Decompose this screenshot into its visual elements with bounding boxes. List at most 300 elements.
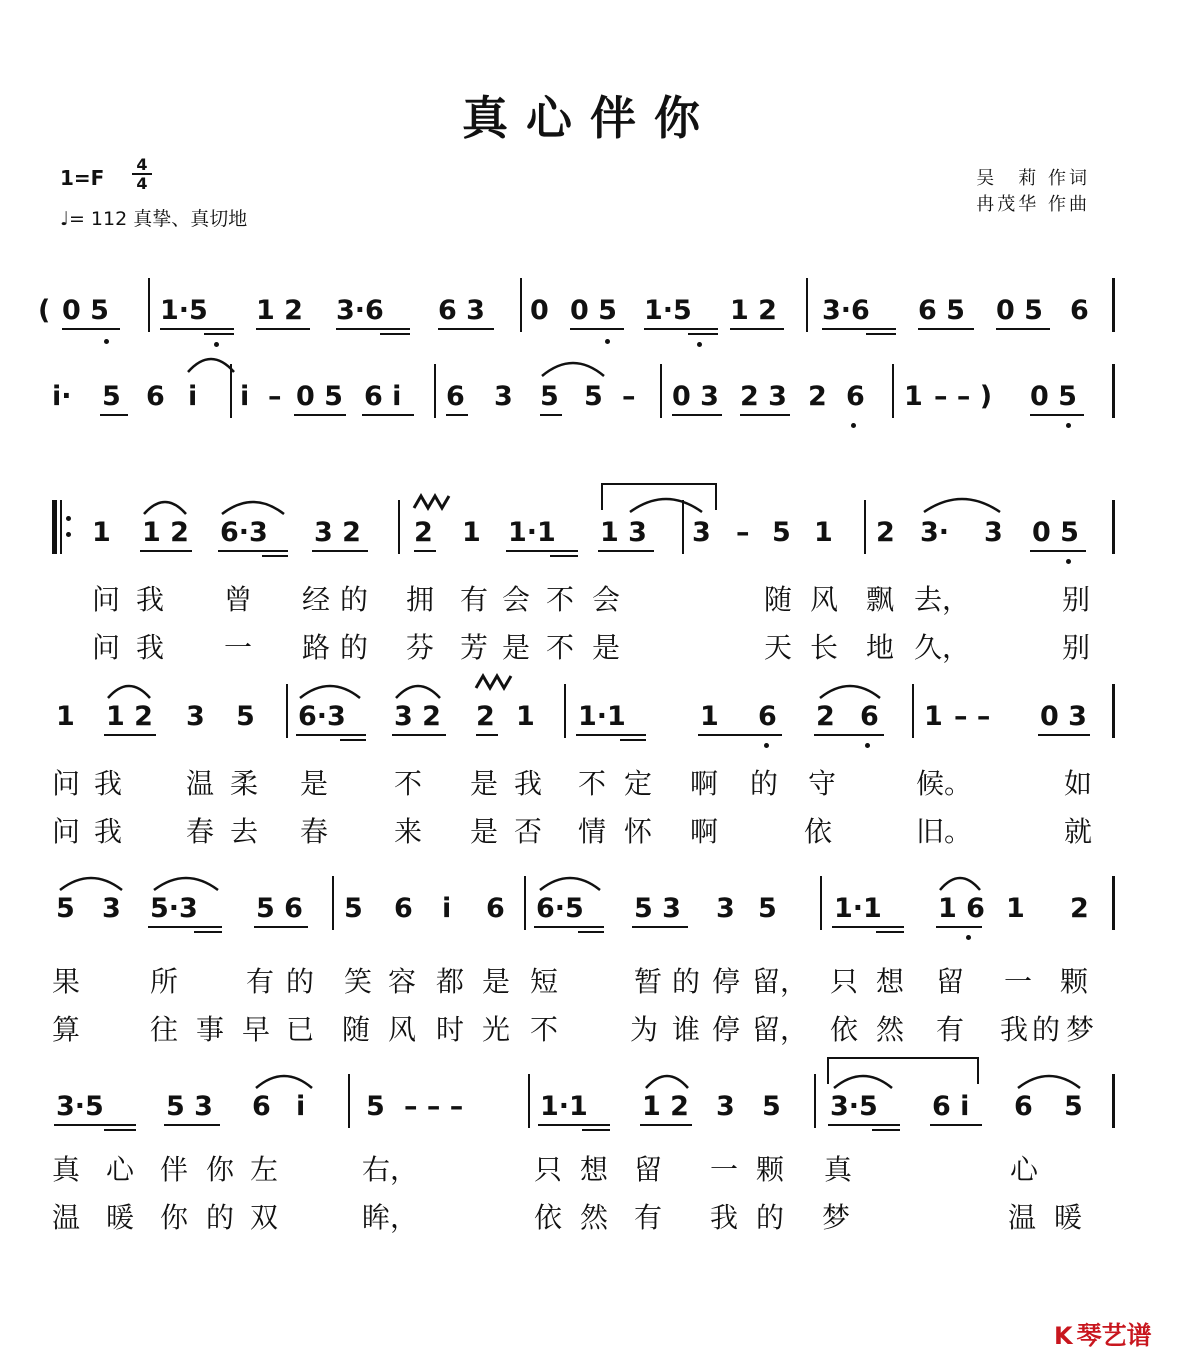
barline [528, 1074, 530, 1128]
logo-mark-icon: K [1054, 1322, 1073, 1350]
lyric-char: 问 [92, 583, 121, 616]
lyric-char: 依 [804, 815, 833, 848]
beam [578, 931, 604, 933]
lyric-char: 去 [230, 815, 259, 848]
beam [1030, 414, 1084, 416]
lyrics-verse-1 [0, 1148, 1180, 1186]
note: 1 [92, 517, 111, 548]
octave-dot [605, 339, 610, 344]
note: 5 [366, 1091, 385, 1122]
lyric-char: 的 [1032, 1013, 1061, 1046]
lyric-char: 右， [362, 1153, 419, 1186]
lyric-char: 左 [250, 1153, 279, 1186]
lyric-char: 我 [710, 1201, 739, 1234]
lyric-char: 曾 [224, 583, 253, 616]
beam [620, 739, 646, 741]
note: i [442, 893, 452, 924]
beam [918, 328, 974, 330]
beam [100, 414, 128, 416]
beam [672, 414, 722, 416]
beam [336, 328, 410, 330]
beam [414, 550, 436, 552]
lyric-char: 眸， [362, 1201, 419, 1234]
slur [938, 870, 982, 892]
barline [864, 500, 866, 554]
slur [142, 494, 188, 516]
lyric-char: 会 [502, 583, 531, 616]
note: 0 5 [1030, 381, 1077, 412]
beam [362, 414, 414, 416]
lyric-char: 去， [914, 583, 971, 616]
beam [644, 328, 718, 330]
note: 3·6 [336, 295, 384, 326]
lyric-char: 如 [1064, 767, 1093, 800]
lyric-char: 我 [136, 631, 165, 664]
lyric-char: 路 [302, 631, 331, 664]
lyrics-verse-2 [0, 626, 1180, 664]
note: 3·5 [56, 1091, 104, 1122]
note: 3 [186, 701, 205, 732]
barline [660, 364, 662, 418]
beam [872, 1129, 900, 1131]
lyric-char: 留， [752, 965, 809, 998]
octave-dot [1066, 559, 1071, 564]
lyric-char: 伴 [160, 1153, 189, 1186]
note: 5 [236, 701, 255, 732]
lyric-char: 是 [300, 767, 329, 800]
barline [1112, 1074, 1115, 1128]
beam [204, 333, 234, 335]
beam [294, 414, 346, 416]
note: – – [954, 701, 991, 732]
lyrics-verse-2 [0, 810, 1180, 848]
beam [506, 550, 578, 552]
beam [296, 734, 366, 736]
note: 6 i [932, 1091, 970, 1122]
note: 2 [414, 517, 433, 548]
beam [140, 550, 192, 552]
tie [628, 492, 704, 514]
lyric-char: 短 [530, 965, 559, 998]
barline [1112, 684, 1115, 738]
note: 5 [584, 381, 603, 412]
note: 1 [700, 701, 719, 732]
notation-line-1 [0, 278, 1180, 338]
octave-dot [865, 743, 870, 748]
note: 1·1 [540, 1091, 588, 1122]
note: 6 i [364, 381, 402, 412]
barline [892, 364, 894, 418]
lyric-char: 不 [546, 631, 575, 664]
beam [866, 333, 896, 335]
composer-credit: 冉茂华 作曲 [976, 194, 1090, 215]
repeat-start-sign [52, 500, 62, 554]
lyric-char: 温 [186, 767, 215, 800]
lyric-char: 的 [340, 631, 369, 664]
lyric-char: 天 [764, 631, 793, 664]
barline [806, 278, 808, 332]
note: 1 3 [600, 517, 647, 548]
lyric-char: 只 [830, 965, 859, 998]
lyric-char: 梦 [822, 1201, 851, 1234]
octave-dot [851, 423, 856, 428]
lyric-char: 长 [810, 631, 839, 664]
note: 6 [394, 893, 413, 924]
note: 6 [446, 381, 465, 412]
note: 0 5 [1032, 517, 1079, 548]
lyrics-verse-1 [0, 960, 1180, 998]
lyric-char: 早 [242, 1013, 271, 1046]
beam [570, 328, 624, 330]
note: 5 [758, 893, 777, 924]
barline [1112, 500, 1115, 554]
lyrics-verse-1 [0, 578, 1180, 616]
octave-dot [214, 342, 219, 347]
slur [220, 494, 286, 516]
note: 6 5 [918, 295, 965, 326]
beam [582, 1129, 610, 1131]
lyric-char: 光 [482, 1013, 511, 1046]
notation-line-2 [0, 364, 1180, 424]
beam [62, 328, 120, 330]
slur [106, 678, 152, 700]
lyric-char: 留， [752, 1013, 809, 1046]
lyric-char: 暖 [106, 1201, 135, 1234]
note: 2 [876, 517, 895, 548]
note: 1 6 [938, 893, 985, 924]
beam [740, 414, 790, 416]
lyric-char: 守 [808, 767, 837, 800]
notation-line-6 [0, 1074, 1180, 1134]
note: 2 [808, 381, 827, 412]
note: 5·3 [150, 893, 198, 924]
lyric-char: 双 [250, 1201, 279, 1234]
beam [438, 328, 494, 330]
note: 1 [56, 701, 75, 732]
time-signature-bottom: 4 [136, 174, 148, 193]
lyric-char: 久， [914, 631, 971, 664]
lyric-char: 啊 [690, 815, 719, 848]
site-watermark-logo[interactable] [1054, 1316, 1152, 1352]
barline [682, 500, 684, 554]
slur [152, 870, 220, 892]
beam [254, 926, 308, 928]
note: 1·5 [160, 295, 208, 326]
lyric-char: 别 [1062, 631, 1091, 664]
lyric-char: 就 [1064, 815, 1093, 848]
lyric-char: 拥 [406, 583, 435, 616]
lyric-char: 停 [712, 965, 741, 998]
barline [820, 876, 822, 930]
barline [286, 684, 288, 738]
lyrics-verse-2 [0, 1196, 1180, 1234]
octave-dot [764, 743, 769, 748]
beam [256, 328, 310, 330]
note: 1 2 [106, 701, 153, 732]
lyric-char: 柔 [230, 767, 259, 800]
note: 5 [344, 893, 363, 924]
lyric-char: 谁 [672, 1013, 701, 1046]
note: 5 [540, 381, 559, 412]
key-signature: 1=F [60, 166, 105, 190]
lyric-char: 依 [534, 1201, 563, 1234]
note: i [240, 381, 250, 412]
slur [644, 1068, 690, 1090]
beam [1038, 734, 1090, 736]
note: 2 3 [740, 381, 787, 412]
lyric-char: 芳 [460, 631, 489, 664]
note: 3 2 [394, 701, 441, 732]
note: – [736, 517, 750, 548]
note: 1 [1006, 893, 1025, 924]
lyric-char: 怀 [624, 815, 653, 848]
tie [922, 492, 1002, 514]
slur [394, 678, 442, 700]
lyric-char: 笑 [344, 965, 373, 998]
note: 1 [904, 381, 923, 412]
lyric-char: 会 [592, 583, 621, 616]
note: 6 [846, 381, 865, 412]
beam [632, 926, 688, 928]
barline [1112, 278, 1115, 332]
lyric-char: 飘 [866, 583, 895, 616]
notation-line-4 [0, 684, 1180, 744]
beam [194, 931, 222, 933]
lyric-char: 留 [634, 1153, 663, 1186]
beam [640, 1124, 692, 1126]
barline [814, 1074, 816, 1128]
lyric-char: 是 [482, 965, 511, 998]
note: 5 3 [634, 893, 681, 924]
lyric-char: 想 [580, 1153, 609, 1186]
lyric-char: 我 [94, 767, 123, 800]
note: 1 2 [256, 295, 303, 326]
beam [104, 1129, 136, 1131]
mordent-sign [474, 672, 514, 692]
lyric-char: 时 [436, 1013, 465, 1046]
lyric-char: 停 [712, 1013, 741, 1046]
note: 3 [102, 893, 121, 924]
note: 0 [530, 295, 549, 326]
lyric-char: 梦 [1066, 1013, 1095, 1046]
lyric-char: 心 [1010, 1153, 1039, 1186]
note: 6·5 [536, 893, 584, 924]
lyric-char: 定 [624, 767, 653, 800]
slur [832, 1068, 894, 1090]
beam [312, 550, 368, 552]
note: 1 [814, 517, 833, 548]
beam [148, 926, 222, 928]
lyric-char: 为 [630, 1013, 659, 1046]
lyric-char: 是 [592, 631, 621, 664]
lyric-char: 你 [160, 1201, 189, 1234]
slur [254, 1068, 314, 1090]
lyric-char: 我 [1000, 1013, 1029, 1046]
lyric-char: 想 [876, 965, 905, 998]
note: 3 [984, 517, 1003, 548]
note: 5 3 [166, 1091, 213, 1122]
lyric-char: 已 [286, 1013, 315, 1046]
lyric-char: 的 [340, 583, 369, 616]
lyric-char: 一 [224, 631, 253, 664]
note: i [296, 1091, 306, 1122]
lyric-char: 一 [710, 1153, 739, 1186]
barline [912, 684, 914, 738]
lyric-char: 候。 [916, 767, 973, 800]
logo-text: 琴艺谱 [1076, 1321, 1152, 1350]
barline [520, 278, 522, 332]
beam [476, 734, 498, 736]
lyric-char: 旧。 [916, 815, 973, 848]
lyric-char: 真 [52, 1153, 81, 1186]
tempo-marking: ♩= 112 真挚、真切地 [60, 208, 248, 230]
slur [298, 678, 362, 700]
lyric-char: 问 [52, 767, 81, 800]
lyric-char: 不 [546, 583, 575, 616]
lyric-char: 果 [52, 965, 81, 998]
note: 1 2 [730, 295, 777, 326]
beam [698, 734, 782, 736]
note: 0 5 [62, 295, 109, 326]
mordent-sign [412, 492, 456, 512]
lyric-char: 真 [824, 1153, 853, 1186]
note: 1 [462, 517, 481, 548]
time-signature-top: 4 [136, 155, 148, 174]
lyric-char: 是 [502, 631, 531, 664]
note: 3·5 [830, 1091, 878, 1122]
note: 6 [1070, 295, 1089, 326]
lyric-char: 事 [196, 1013, 225, 1046]
note: 1·1 [508, 517, 556, 548]
note: 5 [56, 893, 75, 924]
lyric-char: 温 [1008, 1201, 1037, 1234]
lyric-char: 算 [52, 1013, 81, 1046]
beam [832, 926, 904, 928]
note: 5 [102, 381, 121, 412]
octave-dot [1066, 423, 1071, 428]
lyric-char: 心 [106, 1153, 135, 1186]
lyric-char: 的 [672, 965, 701, 998]
note: 1·5 [644, 295, 692, 326]
lyric-char: 的 [206, 1201, 235, 1234]
note: 0 5 [296, 381, 343, 412]
lyric-char: 是 [470, 815, 499, 848]
lyric-char: 然 [580, 1201, 609, 1234]
beam [996, 328, 1050, 330]
note: 5 [1064, 1091, 1083, 1122]
lyric-char: 啊 [690, 767, 719, 800]
barline [348, 1074, 350, 1128]
lyric-char: 情 [578, 815, 607, 848]
lyric-char: 我 [94, 815, 123, 848]
lyric-char: 我 [136, 583, 165, 616]
barline [148, 278, 150, 332]
note: 1·1 [834, 893, 882, 924]
beam [54, 1124, 136, 1126]
beam [930, 1124, 982, 1126]
slur [58, 870, 124, 892]
barline [434, 364, 436, 418]
lyrics-verse-1 [0, 762, 1180, 800]
beam [550, 555, 578, 557]
lyric-char: 不 [578, 767, 607, 800]
beam [576, 734, 646, 736]
lyricist-credit: 吴 莉 作词 [976, 168, 1090, 189]
beam [160, 328, 234, 330]
lyric-char: 来 [394, 815, 423, 848]
note: 3 [716, 893, 735, 924]
beam [1030, 550, 1086, 552]
note: 5 [772, 517, 791, 548]
lyric-char: 颗 [1060, 965, 1089, 998]
lyric-char: 是 [470, 767, 499, 800]
lyric-char: 容 [388, 965, 417, 998]
note: 6 3 [438, 295, 485, 326]
note: 5 6 [256, 893, 303, 924]
beam [340, 739, 366, 741]
slur [538, 870, 602, 892]
beam [822, 328, 896, 330]
beam [936, 926, 982, 928]
lyric-char: 随 [764, 583, 793, 616]
lyric-char: 不 [394, 767, 423, 800]
lyric-char: 的 [756, 1201, 785, 1234]
lyric-char: 留 [936, 965, 965, 998]
note: 6 [860, 701, 879, 732]
lyric-char: 往 [150, 1013, 179, 1046]
note: 1 [516, 701, 535, 732]
barline [230, 364, 232, 418]
note: 5 [762, 1091, 781, 1122]
lyric-char: 地 [866, 631, 895, 664]
note: – [622, 381, 636, 412]
lyric-char: 的 [750, 767, 779, 800]
lyric-char: 否 [514, 815, 543, 848]
barline [398, 500, 400, 554]
lyric-char: 你 [206, 1153, 235, 1186]
note: 2 [816, 701, 835, 732]
note: 1 [924, 701, 943, 732]
beam [688, 333, 718, 335]
lyric-char: 有 [634, 1201, 663, 1234]
beam [380, 333, 410, 335]
barline [1112, 364, 1115, 418]
note: 6 [486, 893, 505, 924]
lyric-char: 都 [436, 965, 465, 998]
slur [1016, 1068, 1082, 1090]
note: 6 [758, 701, 777, 732]
beam [540, 414, 562, 416]
note: 3 2 [314, 517, 361, 548]
note: 3 [494, 381, 513, 412]
beam [262, 555, 288, 557]
note: 6 [146, 381, 165, 412]
lyric-char: 问 [52, 815, 81, 848]
octave-dot [697, 342, 702, 347]
lyric-char: 颗 [756, 1153, 785, 1186]
lyric-char: 有 [460, 583, 489, 616]
lyric-char: 芬 [406, 631, 435, 664]
lyric-char: 所 [150, 965, 179, 998]
lyric-char: 有 [936, 1013, 965, 1046]
note: i· [52, 381, 72, 412]
lyric-char: 暂 [634, 965, 663, 998]
beam [598, 550, 654, 552]
note: 1 2 [142, 517, 189, 548]
lyrics-verse-2 [0, 1008, 1180, 1046]
note: 6 [252, 1091, 271, 1122]
note: 6·3 [298, 701, 346, 732]
